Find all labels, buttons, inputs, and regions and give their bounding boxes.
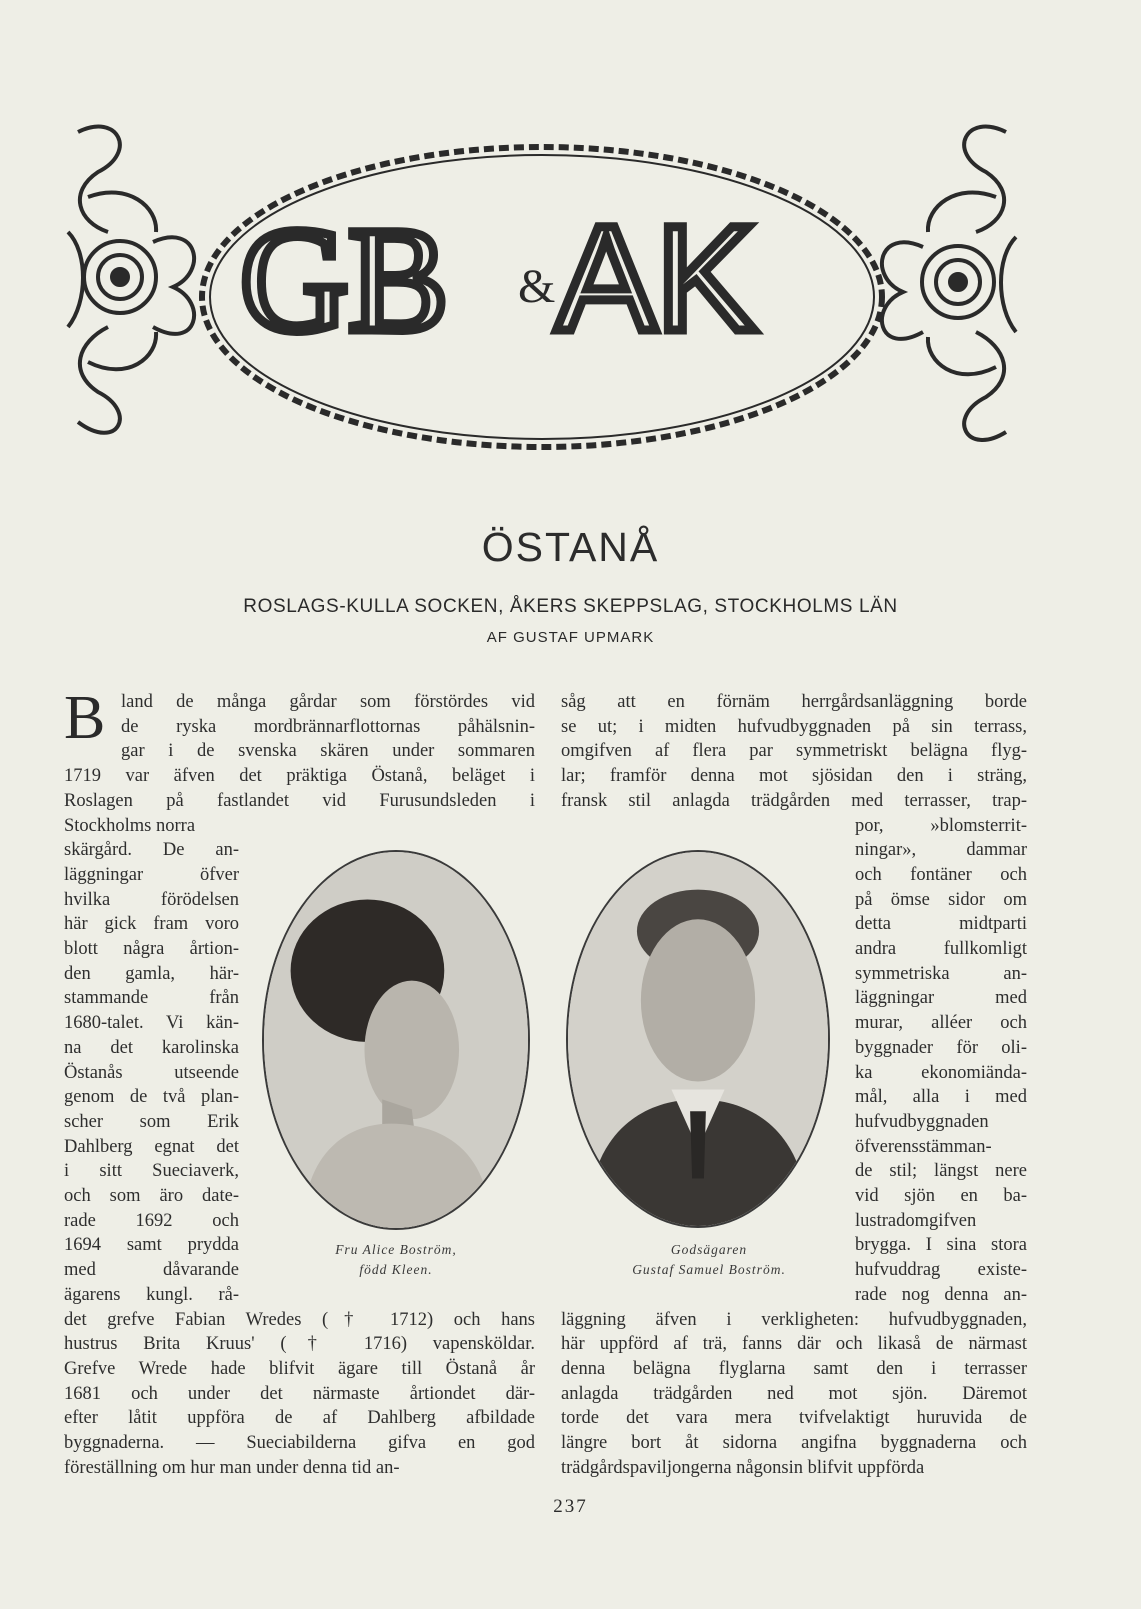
left-flourish bbox=[68, 127, 194, 433]
left-column-line: 1680-talet. Vi kän- bbox=[64, 1013, 239, 1034]
left-column-line: genom de två plan- bbox=[64, 1087, 239, 1108]
portrait-man bbox=[566, 850, 830, 1228]
monogram-ampersand: & bbox=[518, 260, 556, 313]
right-column-line: anlagda trädgården ned mot sjön. Däremot bbox=[561, 1383, 1027, 1404]
left-column-line: Dahlberg egnat det bbox=[64, 1136, 239, 1157]
right-column-line: de stil; längst nere bbox=[855, 1161, 1027, 1182]
portrait-man-photo bbox=[568, 852, 828, 1226]
article-title: ÖSTANÅ bbox=[481, 524, 660, 570]
left-column-line: na det karolinska bbox=[64, 1037, 239, 1058]
right-column-line: ka ekonomiända- bbox=[855, 1062, 1027, 1083]
monogram-left: GB bbox=[240, 197, 449, 363]
right-column-line: längre bort åt sidorna angifna byggnaderna och bbox=[561, 1433, 1027, 1453]
left-column-line: rade 1692 och bbox=[64, 1210, 239, 1231]
article-subtitle: ROSLAGS-KULLA SOCKEN, ÅKERS SKEPPSLAG, STOCKHOLMS LÄN bbox=[243, 596, 898, 617]
caption-man-line-1: Godsägaren bbox=[670, 1242, 748, 1257]
left-column-line: med dåvarande bbox=[64, 1260, 239, 1281]
left-column-line: här gick fram voro bbox=[64, 914, 239, 935]
left-column-line: hustrus Brita Kruus' († 1716) vapensköldar. bbox=[64, 1334, 535, 1355]
right-column-line: se ut; i midten hufvudbyggnaden på sin terrass, bbox=[561, 716, 1027, 737]
right-column-line: och fontäner och bbox=[855, 864, 1027, 885]
right-column-line: detta midtparti bbox=[855, 914, 1027, 935]
left-column-line: hvilka förödelsen bbox=[64, 889, 239, 910]
left-column-line: och som äro date- bbox=[64, 1186, 239, 1206]
right-column-line: trädgårdspaviljongerna någonsin blifvit uppförda bbox=[561, 1457, 925, 1478]
right-column-line: lustradomgifven bbox=[855, 1210, 977, 1231]
left-column-line: föreställning om hur man under denna tid an- bbox=[64, 1457, 400, 1478]
left-column-line: Stockholms norra bbox=[64, 815, 196, 836]
right-column-line: på ömse sidor om bbox=[855, 889, 1027, 910]
caption-woman-line-1: Fru Alice Boström, bbox=[335, 1242, 457, 1257]
right-column-line: fransk stil anlagda trädgården med terrasser, trap- bbox=[561, 790, 1027, 811]
left-column-line: efter låtit uppföra de af Dahlberg afbildade bbox=[64, 1408, 535, 1429]
right-column-line: andra fullkomligt bbox=[855, 939, 1027, 959]
right-column-line: torde det vara mera tvifvelaktigt huruvida de bbox=[561, 1408, 1027, 1429]
drop-cap: B bbox=[64, 684, 106, 752]
right-column-line: brygga. I sina stora bbox=[855, 1235, 1027, 1256]
right-column-line: mål, alla i med bbox=[855, 1087, 1027, 1108]
portrait-woman bbox=[262, 850, 530, 1230]
left-column-line: skärgård. De an- bbox=[64, 840, 239, 861]
left-column-line: det grefve Fabian Wredes († 1712) och hans bbox=[64, 1309, 535, 1330]
right-column-line: ningar», dammar bbox=[855, 840, 1027, 861]
monogram-ornament bbox=[58, 112, 1026, 472]
portrait-woman-photo bbox=[264, 852, 528, 1228]
article-author: AF GUSTAF UPMARK bbox=[486, 629, 655, 646]
right-column-line: denna belägna flyglarna samt den i terrasser bbox=[561, 1358, 1027, 1379]
monogram-right: AK bbox=[556, 194, 757, 362]
left-column-line: land de många gårdar som förstördes vid bbox=[121, 692, 535, 712]
right-column-line: por, »blomsterrit- bbox=[855, 815, 1027, 836]
left-column-line: Grefve Wrede hade blifvit ägare till Östanå år bbox=[64, 1358, 535, 1379]
left-column-line: läggningar öfver bbox=[64, 864, 239, 885]
left-column-line: 1681 och under det närmaste årtiondet där- bbox=[64, 1383, 535, 1404]
left-column-line: 1694 samt prydda bbox=[64, 1235, 239, 1256]
right-column-line: vid sjön en ba- bbox=[855, 1186, 1027, 1206]
left-column-line: stammande från bbox=[64, 988, 239, 1009]
right-column-line: hufvudbyggnaden bbox=[855, 1111, 989, 1132]
left-column-line: Östanås utseende bbox=[64, 1062, 239, 1083]
left-column-line: gar i de svenska skären under sommaren bbox=[121, 741, 535, 762]
right-column-line: här uppförd af trä, fanns där och likaså de närmast bbox=[561, 1334, 1027, 1355]
right-column-line: symmetriska an- bbox=[855, 963, 1027, 984]
left-column-line: i sitt Sueciaverk, bbox=[64, 1161, 239, 1182]
page-number: 237 bbox=[553, 1496, 588, 1517]
right-flourish bbox=[882, 127, 1016, 440]
ornamental-header bbox=[58, 112, 1026, 472]
right-column-line: såg att en förnäm herrgårdsanläggning borde bbox=[561, 692, 1027, 712]
right-column-line: byggnader för oli- bbox=[855, 1037, 1027, 1058]
right-column-line: öfverensstämman- bbox=[855, 1136, 992, 1157]
caption-man-line-2: Gustaf Samuel Boström. bbox=[632, 1262, 786, 1277]
caption-woman bbox=[296, 1240, 496, 1280]
left-column-line: den gamla, här- bbox=[64, 963, 239, 984]
right-column-line: omgifven af flera par symmetriskt belägna flyg- bbox=[561, 741, 1027, 762]
caption-woman-line-2: född Kleen. bbox=[359, 1262, 433, 1277]
left-column-line: de ryska mordbrännarflottornas påhälsnin- bbox=[121, 716, 535, 737]
right-column-line: läggning äfven i verkligheten: hufvudbyggnaden, bbox=[561, 1309, 1027, 1330]
right-column-line: lar; framför denna mot sjösidan den i sträng, bbox=[561, 766, 1027, 787]
caption-man bbox=[598, 1240, 820, 1280]
left-column-line: blott några årtion- bbox=[64, 939, 239, 959]
left-column-line: Roslagen på fastlandet vid Furusundsleden i bbox=[64, 790, 535, 811]
left-column-line: 1719 var äfven det präktiga Östanå, beläget i bbox=[64, 766, 535, 787]
left-column-line: ägarens kungl. rå- bbox=[64, 1284, 239, 1305]
right-column-line: hufvuddrag existe- bbox=[855, 1260, 1027, 1281]
right-column-line: murar, alléer och bbox=[855, 1013, 1027, 1034]
left-column-line: scher som Erik bbox=[64, 1111, 239, 1132]
right-column-line: rade nog denna an- bbox=[855, 1284, 1027, 1305]
right-column-line: läggningar med bbox=[855, 988, 1027, 1009]
left-column-line: byggnaderna. — Sueciabilderna gifva en god bbox=[64, 1433, 535, 1453]
